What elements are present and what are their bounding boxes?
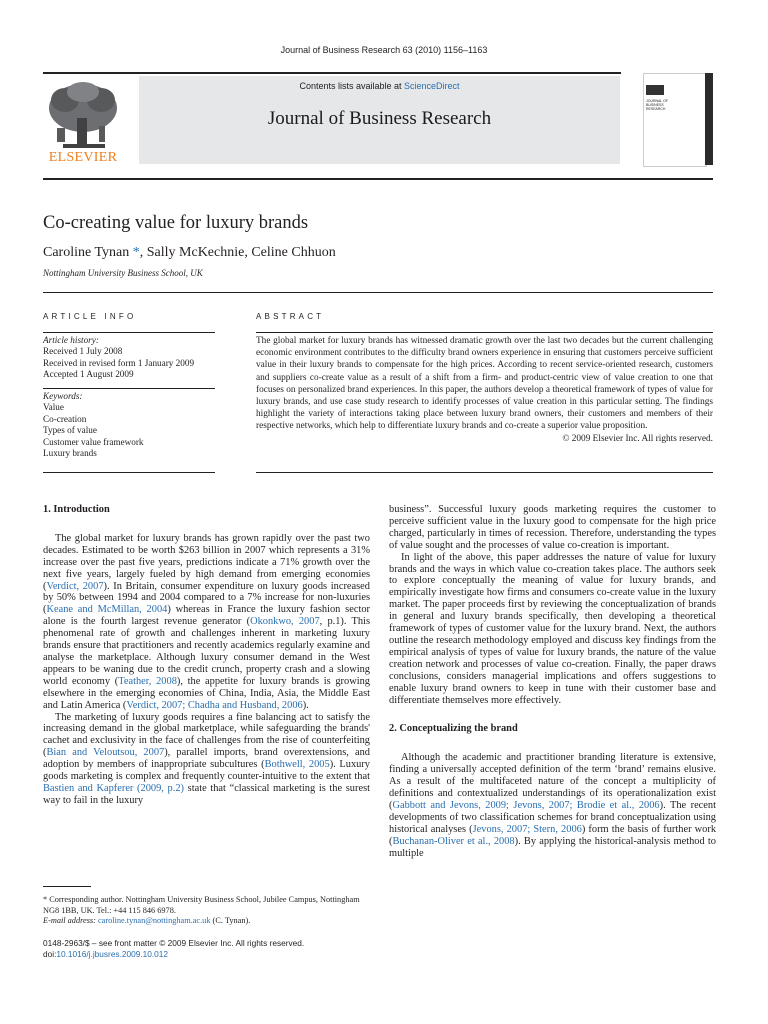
introduction-heading: 1. Introduction — [43, 504, 110, 515]
ref-buchanan-oliver[interactable]: Buchanan-Oliver et al., 2008 — [392, 835, 515, 847]
intro-paragraph-2 — [43, 712, 370, 807]
journal-citation: Journal of Business Research 63 (2010) 1156–1163 — [280, 45, 488, 55]
journal-title: Journal of Business Research — [267, 108, 492, 129]
text: Although the academic and practitioner branding literature is extensive, finding a universally accepted definition of the term ‘brand’ remains elusive. As a result of the multifaceted nature of the concept a multiplicity of definitions and contextualized understandings of its operationalization exist ( — [389, 752, 716, 811]
article-title: Co-creating value for luxury brands — [43, 213, 309, 233]
history-received: Received 1 July 2008 — [43, 346, 123, 357]
keywords — [43, 391, 215, 459]
text: , p.1). This phenomenal rate of growth and challenges inherent in marketing luxury brands ensure that practitioners and recently academics regularly examine and analyse the marketplace. Although luxury consumer demand in the West appears to be waning due to the credit crunch, property crash and a slowing world economy ( — [43, 616, 370, 687]
history-accepted: Accepted 1 August 2009 — [43, 369, 134, 380]
text: state that “classical marketing is the surest way to fail in the luxury — [43, 782, 371, 806]
text: ). — [302, 699, 309, 711]
info-rule-2 — [43, 388, 215, 389]
text: ). In Britain, consumer expenditure on luxury goods increased by 50% between 1994 and 2004 compared to a 7% increase for non-luxuries ( — [43, 580, 370, 616]
text: ). The recent developments of two classification schemes for brand conceptualization using historical analyses ( — [389, 799, 716, 835]
abstract-rule-top — [256, 332, 713, 333]
ref-gabbott-jevons-brodie[interactable]: Gabbott and Jevons, 2009; Jevons, 2007; Brodie et al., 2006 — [392, 799, 660, 811]
info-rule-1 — [43, 332, 215, 333]
ref-okonkwo[interactable]: Okonkwo, 2007 — [250, 616, 320, 628]
header-rule — [43, 72, 621, 74]
ref-bastien-kapferer[interactable]: Bastien and Kapferer (2009, p.2) — [43, 782, 184, 794]
footnote-text: * Corresponding author. Nottingham University Business School, Jubilee Campus, Nottingham NG8 1BB, UK. Tel.: +44 115 846 6978. — [43, 895, 360, 915]
email-link[interactable]: caroline.tynan@nottingham.ac.uk — [98, 916, 211, 925]
ref-jevons-stern[interactable]: Jevons, 2007; Stern, 2006 — [472, 823, 582, 835]
history-revised: Received in revised form 1 January 2009 — [43, 357, 195, 368]
footnote-rule — [43, 886, 91, 887]
text: ) whereas in France the luxury fashion sector alone is the fourth largest revenue generator ( — [43, 604, 370, 628]
keyword: Value — [43, 402, 64, 413]
body-left-column — [43, 504, 370, 807]
keyword: Luxury brands — [43, 448, 97, 459]
sciencedirect-link[interactable]: ScienceDirect — [404, 81, 460, 91]
cover-title: JOURNAL OF BUSINESS RESEARCH — [646, 99, 669, 111]
affiliation: Nottingham University Business School, UK — [43, 268, 203, 278]
keyword: Types of value — [43, 425, 97, 436]
text: ), parallel imports, brand overextensions, and adoption by members of inappropriate subcultures ( — [43, 747, 370, 771]
article-info-heading: ARTICLE INFO — [43, 312, 137, 321]
text: The global market for luxury brands has grown rapidly over the past two decades. Estimated to be worth $263 billion in 2007 which represents a 31% increase over the past five years, predictions indicate a 71% growth over the next five years, largely fueled by high demand from emerging economies ( — [43, 532, 370, 592]
article-history — [43, 335, 215, 381]
ref-bian-veloutsou[interactable]: Bian and Veloutsou, 2007 — [46, 747, 165, 759]
authors-rest: , Sally McKechnie, Celine Chhuon — [139, 245, 336, 260]
ref-keane-mcmillan[interactable]: Keane and McMillan, 2004 — [46, 604, 168, 616]
text: The marketing of luxury goods requires a fine balancing act to satisfy the increasing demand in the global marketplace, while safeguarding the brands' cachet and exclusivity in the face of challenges from the rise of counterfeiting ( — [43, 711, 370, 759]
body-paragraph-continued: business”. Successful luxury goods marketing requires the customer to perceive sufficient value in the luxury good to compensate for the high price charged, particularly in times of recession. Therefore, understanding the types of value sought and the processes of value co-creation is important. — [389, 504, 716, 551]
corresponding-author-footnote — [43, 895, 370, 927]
cover-block-icon — [646, 85, 664, 95]
text: ). By applying the historical-analysis method to multiple — [389, 835, 716, 859]
corresponding-author-mark[interactable]: * — [132, 245, 140, 260]
body-paragraph-aims: In light of the above, this paper addresses the nature of value for luxury brands and the ways in which value co-creation takes place. The authors seek to explore conceptually the meaning of value for luxury brands, and empirically investigate how firms and consumers co-create value in the luxury market. The paper proceeds first by reviewing the conceptualization of brands in general and luxury brands specifically, then developing a theoretical framework of types of customer value for the luxury brand. Next, the authors outline the research methodology employed and discuss key findings from the empirical analysis of types of value for luxury brands, the nature of the value creation network and processes of value co-creation. Finally, the paper draws conclusions, considers managerial implications and offers suggestions to enable luxury brand owners to keep in tune with their customer base and differentiate themselves more effectively. — [389, 551, 716, 706]
contents-prefix: Contents lists available at — [299, 81, 405, 91]
text: ), the appetite for luxury brands is growing elsewhere in the emerging economies of China, India, Asia, the Middle East and Latin America ( — [43, 675, 370, 711]
intro-paragraph-1 — [43, 533, 370, 712]
article-authors — [43, 245, 336, 261]
email-suffix: (C. Tynan). — [210, 916, 251, 925]
ref-verdict-chadha[interactable]: Verdict, 2007; Chadha and Husband, 2006 — [126, 699, 303, 711]
issn-line: 0148-2963/$ – see front matter © 2009 Elsevier Inc. All rights reserved. — [43, 938, 305, 948]
doi-line — [43, 949, 304, 960]
journal-header-box — [139, 76, 620, 164]
author-caroline-tynan[interactable]: Caroline Tynan — [43, 245, 130, 260]
footnote-email-line — [43, 916, 370, 927]
ref-teather[interactable]: Teather, 2008 — [118, 675, 177, 687]
section-2-heading: 2. Conceptualizing the brand — [389, 723, 518, 735]
section-2-paragraph — [389, 752, 716, 859]
email-label: E-mail address: — [43, 916, 98, 925]
ref-verdict-2007[interactable]: Verdict, 2007 — [46, 580, 104, 592]
contents-available — [139, 81, 620, 91]
abstract-copyright: © 2009 Elsevier Inc. All rights reserved. — [562, 433, 713, 444]
journal-cover — [643, 73, 713, 165]
info-bottom-rule — [43, 472, 215, 473]
keyword: Co-creation — [43, 413, 87, 424]
doi-label: doi: — [43, 949, 57, 959]
ref-bothwell[interactable]: Bothwell, 2005 — [264, 759, 330, 771]
front-matter-info — [43, 938, 304, 960]
text: ). Luxury goods marketing is complex and frequently counter-intuitive to the extent that — [43, 759, 370, 783]
doi-link[interactable]: 10.1016/j.jbusres.2009.10.012 — [56, 949, 169, 959]
info-top-rule — [43, 292, 713, 293]
body-right-column — [389, 504, 716, 859]
elsevier-wordmark: ELSEVIER — [48, 150, 118, 165]
history-label: Article history: — [43, 335, 99, 345]
text: ) form the basis of further work ( — [389, 823, 717, 847]
abstract-bottom-rule — [256, 472, 713, 473]
abstract-heading: ABSTRACT — [256, 312, 325, 321]
abstract-text: The global market for luxury brands has witnessed dramatic growth over the last two decades but the current challenging economic environment contributes to the difficulty brand owners experience in ensuring that customers perceive sufficient value in their luxury brands to compensate for the high prices. According to recent service-oriented research, customers and suppliers co-create value as a result of a shift from a firm- and product-centric view of value creation to one that focuses on personalized brand experiences. In this paper, the authors develop a theoretical framework of types of value for luxury brands, and use case study research to identify processes of value creation in this particular setting. The findings highlight the variety of interactions taking place between luxury brand owners, their customers and members of their respective networks, which help to differentiate luxury brands and co-create a superior value proposition. — [256, 336, 713, 432]
abstract-body — [256, 335, 713, 445]
keywords-label: Keywords: — [43, 391, 83, 401]
keyword: Customer value framework — [43, 436, 144, 447]
title-top-rule — [43, 178, 713, 180]
